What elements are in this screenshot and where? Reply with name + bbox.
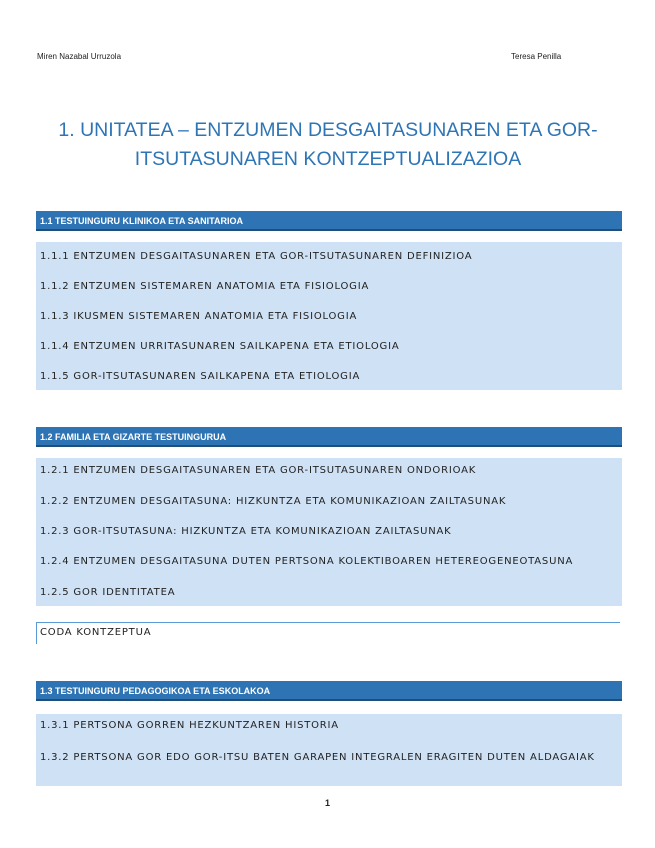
page-number: 1 <box>324 798 330 808</box>
author-right: Teresa Penilla <box>511 52 562 61</box>
section-items-1-1 <box>36 242 622 390</box>
page-title: 1. UNITATEA – ENTZUMEN DESGAITASUNAREN ETA GOR-ITSUTASUNAREN KONTZEPTUALIZAZIOA <box>58 119 598 170</box>
list-item: 1.2.4 ENTZUMEN DESGAITASUNA DUTEN PERTSONA KOLEKTIBOAREN HETEREOGENEOTASUNA <box>40 556 574 567</box>
section-items-1-2 <box>36 458 622 606</box>
list-item: 1.1.5 GOR-ITSUTASUNAREN SAILKAPENA ETA ETIOLOGIA <box>40 371 361 382</box>
list-item: 1.1.1 ENTZUMEN DESGAITASUNAREN ETA GOR-ITSUTASUNAREN DEFINIZIOA <box>40 251 473 262</box>
section-heading-1-2: 1.2 FAMILIA ETA GIZARTE TESTUINGURUA <box>36 427 622 447</box>
list-item: 1.2.3 GOR-ITSUTASUNA: HIZKUNTZA ETA KOMUNIKAZIOAN ZAILTASUNAK <box>40 526 452 537</box>
section-items-1-3 <box>36 714 622 786</box>
list-item: 1.2.1 ENTZUMEN DESGAITASUNAREN ETA GOR-ITSUTASUNAREN ONDORIOAK <box>40 465 477 476</box>
list-item: 1.3.1 PERTSONA GORREN HEZKUNTZAREN HISTORIA <box>40 720 339 731</box>
list-item: 1.3.2 PERTSONA GOR EDO GOR-ITSU BATEN GARAPEN INTEGRALEN ERAGITEN DUTEN ALDAGAIAK <box>40 752 595 763</box>
author-left: Miren Nazabal Urruzola <box>37 52 122 61</box>
list-item: 1.2.5 GOR IDENTITATEA <box>40 587 176 598</box>
list-item: 1.1.4 ENTZUMEN URRITASUNAREN SAILKAPENA ETA ETIOLOGIA <box>40 341 400 352</box>
section-heading-1-3: 1.3 TESTUINGURU PEDAGOGIKOA ETA ESKOLAKOA <box>36 681 622 701</box>
section-heading-1-1: 1.1 TESTUINGURU KLINIKOA ETA SANITARIOA <box>36 211 622 231</box>
list-item: 1.2.2 ENTZUMEN DESGAITASUNA: HIZKUNTZA ETA KOMUNIKAZIOAN ZAILTASUNAK <box>40 496 507 507</box>
list-item: 1.1.3 IKUSMEN SISTEMAREN ANATOMIA ETA FISIOLOGIA <box>40 311 358 322</box>
list-item: 1.1.2 ENTZUMEN SISTEMAREN ANATOMIA ETA FISIOLOGIA <box>40 281 370 292</box>
coda-concept: CODA KONTZEPTUA <box>36 622 620 644</box>
